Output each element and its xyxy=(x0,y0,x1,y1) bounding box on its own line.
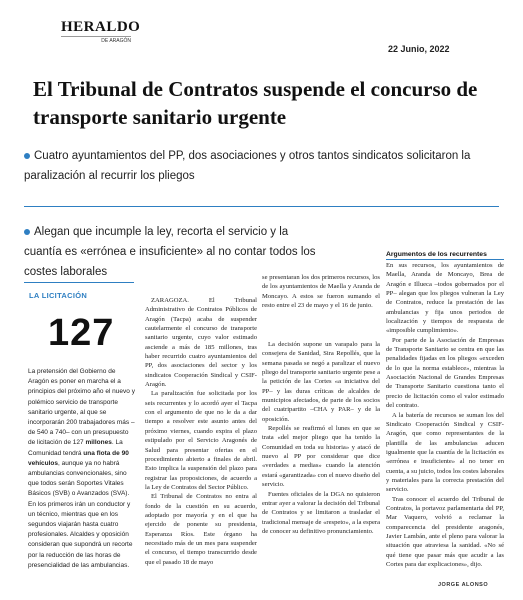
article-paragraph: El Tribunal de Contratos no entra al fondo de la cuestión en su acuerdo, adoptado por mayoría y en el que ha ejercido de ponente su presidenta, Esperanza Ríos. Este órgano ha necesitado más de un mes para suspender el concurso, el tiempo transcurrido desde que el pasado 18 de mayo xyxy=(145,493,257,566)
sidebar-text-part: La pretensión del Gobierno de Aragón es poner en marcha el a principios del próximo año el nuevo y polémico servicio de transporte sanitario urgente, al que se incorporarán 200 trabajadores más –de 540 a 740– con un presupuesto de licitación de 127 xyxy=(28,368,135,447)
side-box-title: Argumentos de los recurrentes xyxy=(386,251,504,260)
article-paragraph: La paralización fue solicitada por los seis recurrentes y lo acordó ayer el Tacpa con el argumento de que no le da a dar tiempo a resolver este asunto antes del próximo viernes, cuando expira el plazo estipulado por el Servicio Aragonés de Salud para presentar ofertas en el procedimiento abierto a finales de abril. Esto implica la suspensión del plazo para registrar las proposiciones, de acuerdo a la Ley de Contratos del Sector Público. xyxy=(145,390,257,491)
article-paragraph: ZARAGOZA. El Tribunal Administrativo de Contratos Públicos de Aragón (Tacpa) acaba de suspender cautelarmente el concurso de transporte sanitario urgente, cuyo valor estimado asciende a más de 185 millones, tras haber recurrido cuatro ayuntamientos del PP, dos asociaciones del sector y los sindicatos Cooperación Sindical y CSIF-Aragón. xyxy=(145,297,257,389)
article-paragraph: Repollés se reafirmó el lunes en que se trata «del mejor pliego que ha tenido la Comunidad en toda su historia» y atacó de nuevo al PP por considerar que dice «verdades a medias» cuando la atención estará «garantizada» con el nuevo diseño del servicio. xyxy=(262,425,380,489)
divider xyxy=(24,206,499,207)
publication-date: 22 Junio, 2022 xyxy=(388,44,450,54)
article-column-1 xyxy=(145,296,257,567)
side-box xyxy=(386,251,504,591)
bullet-dot-icon xyxy=(24,229,30,235)
masthead-logo xyxy=(61,19,141,44)
side-box-paragraph: En sus recursos, los ayuntamientos de Maella, Aranda de Moncayo, Brea de Aragón e Illueca –todos gobernados por el PP– alegan que los pliegos vulneran la Ley de Contratos, reduce la prestación de las ambulancias y fija unos periodos de localización y tiempos de respuesta de «imposible cumplimiento». xyxy=(386,262,504,335)
byline: JORGE ALONSO xyxy=(438,582,489,588)
sidebar-text xyxy=(28,367,136,571)
article-column-2 xyxy=(262,340,380,536)
bullet-dot-icon xyxy=(24,153,30,159)
masthead-name: HERALDO xyxy=(61,19,141,35)
sidebar-text-bold: una flota de 90 vehículos xyxy=(28,449,129,467)
side-box-body xyxy=(386,261,504,569)
sidebar-text-part: . La Comunidad tendrá xyxy=(28,439,123,457)
headline: El Tribunal de Contratos suspende el concurso de transporte sanitario urgente xyxy=(33,77,478,129)
sidebar-text-part: , aunque ya no habrá ambulancias convencionales, sino que todos serán Soportes Vitales Básicos (SVB) o Avanzados (SVA). En los primeros irán un conductor y un técnico, mientras que en los segundos viajarán hasta cuatro profesionales. Alcaldes y oposición consideran que supondrá un recorte por la reducción de las horas de presencialidad de las ambulancias. xyxy=(28,459,133,569)
side-box-paragraph: Por parte de la Asociación de Empresas de Transporte Sanitario se centra en que las penalidades fijadas en los pliegos «exceden de lo que la norma establece», mientras la Asociación Nacional de Grandes Empresas de Transporte Sanitario cuestiona tanto el precio de licitación como el valor estimado del contrato. xyxy=(386,336,504,410)
deck-text: Alegan que incumple la ley, recorta el servicio y la cuantía es «errónea e insuficiente» al no contar todos los costes laborales xyxy=(24,226,316,278)
article-paragraph: La decisión supone un varapalo para la consejera de Sanidad, Sira Repollés, que la semana pasada se negó a paralizar el nuevo pliego del transporte sanitario urgente pese a la petición de las Cortes «a iniciativa del PP– y las duras críticas de alcaldes de municipios afectados, de parte de los socios del cuatripartito –CHA y PAR– y de la oposición. xyxy=(262,341,380,423)
article-column-2-top xyxy=(262,273,380,310)
sidebar-big-number: 127 xyxy=(48,312,115,354)
side-box-paragraph: A la batería de recursos se suman los del Sindicato Cooperación Sindical y CSIF-Aragón, que como representantes de la plantilla de las ambulancias aducen igualmente que la cuantía de la licitación es «errónea e insuficiente» al no tener en cuenta, a su juicio, todos los costes laborales y materiales para la correcta prestación del servicio. xyxy=(386,411,504,494)
side-box-paragraph: Tras conocer el acuerdo del Tribunal de Contratos, la portavoz parlamentaria del PP, Mar Vaquero, volvió a reclamar la comparecencia del presidente aragonés, Javier Lambán, ante el pleno para valorar la situación que atraviesa la sanidad. «No sé qué tiene que pasar más que acudir a las Cortes para dar explicaciones», dijo. xyxy=(386,495,504,568)
deck-item xyxy=(24,146,494,186)
masthead-sub: DE ARAGÓN xyxy=(61,36,131,44)
article-paragraph: Fuentes oficiales de la DGA no quisieron entrar ayer a valorar la decisión del Tribunal de Contratos y se limitaron a trasladar el tradicional mensaje de «respeto», a la espera de conocer su definitivo pronunciamiento. xyxy=(262,490,380,535)
deck-text: Cuatro ayuntamientos del PP, dos asociaciones y otros tantos sindicatos solicitaron la paralización al recurrir los pliegos xyxy=(24,150,471,182)
divider xyxy=(24,282,134,283)
sidebar-tag: LA LICITACIÓN xyxy=(29,291,88,300)
article-paragraph: se presentaran los dos primeros recursos, los de los ayuntamientos de Maella y Aranda de Moncayo. A estos se fueron sumando el resto entre el 23 de mayo y el 16 de junio. xyxy=(262,274,380,310)
sidebar-text-bold: millones xyxy=(85,439,112,447)
